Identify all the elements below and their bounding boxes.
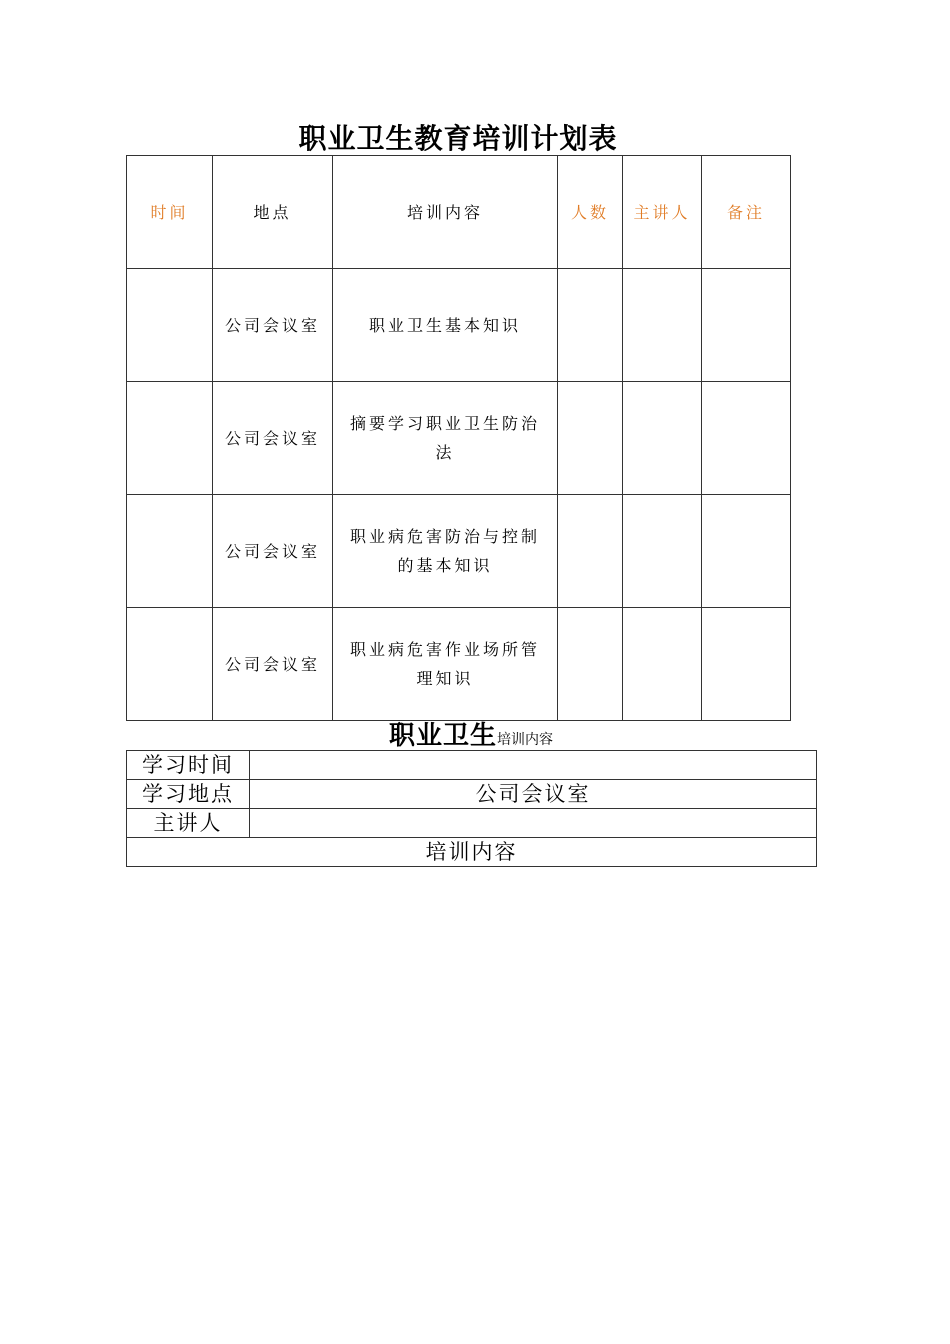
cell-location: 公司会议室 [213, 495, 333, 608]
cell-time [127, 608, 213, 721]
cell-content: 职业病危害防治与控制的基本知识 [333, 495, 558, 608]
cell-time [127, 269, 213, 382]
info-row-speaker [127, 809, 817, 838]
table-row [127, 382, 791, 495]
training-plan-table [126, 155, 791, 721]
cell-location: 公司会议室 [213, 269, 333, 382]
cell-note [702, 382, 791, 495]
header-count: 人数 [558, 156, 623, 269]
training-info-table [126, 750, 817, 867]
cell-count [558, 382, 623, 495]
study-time-value [250, 751, 817, 780]
info-row-content [127, 838, 817, 867]
cell-note [702, 495, 791, 608]
cell-speaker [623, 608, 702, 721]
cell-location: 公司会议室 [213, 382, 333, 495]
header-content: 培训内容 [333, 156, 558, 269]
subtitle-small: 培训内容 [497, 732, 553, 748]
subtitle-main: 职业卫生 [388, 721, 497, 751]
header-time: 时间 [127, 156, 213, 269]
cell-content: 摘要学习职业卫生防治法 [333, 382, 558, 495]
page-title: 职业卫生教育培训计划表 [298, 122, 618, 155]
table-row [127, 495, 791, 608]
speaker-label: 主讲人 [127, 809, 250, 838]
table-row [127, 608, 791, 721]
header-note: 备注 [702, 156, 791, 269]
section-subtitle [126, 720, 816, 752]
info-row-study-place [127, 780, 817, 809]
speaker-value [250, 809, 817, 838]
header-location: 地点 [213, 156, 333, 269]
study-time-label: 学习时间 [127, 751, 250, 780]
cell-time [127, 495, 213, 608]
cell-location: 公司会议室 [213, 608, 333, 721]
info-row-study-time [127, 751, 817, 780]
cell-speaker [623, 495, 702, 608]
table-row [127, 269, 791, 382]
cell-speaker [623, 382, 702, 495]
cell-note [702, 608, 791, 721]
cell-speaker [623, 269, 702, 382]
cell-count [558, 269, 623, 382]
cell-count [558, 495, 623, 608]
cell-count [558, 608, 623, 721]
study-place-label: 学习地点 [127, 780, 250, 809]
cell-content: 职业病危害作业场所管理知识 [333, 608, 558, 721]
header-speaker: 主讲人 [623, 156, 702, 269]
cell-content: 职业卫生基本知识 [333, 269, 558, 382]
cell-time [127, 382, 213, 495]
content-label: 培训内容 [127, 838, 817, 867]
cell-note [702, 269, 791, 382]
table-header-row [127, 156, 791, 269]
study-place-value: 公司会议室 [250, 780, 817, 809]
